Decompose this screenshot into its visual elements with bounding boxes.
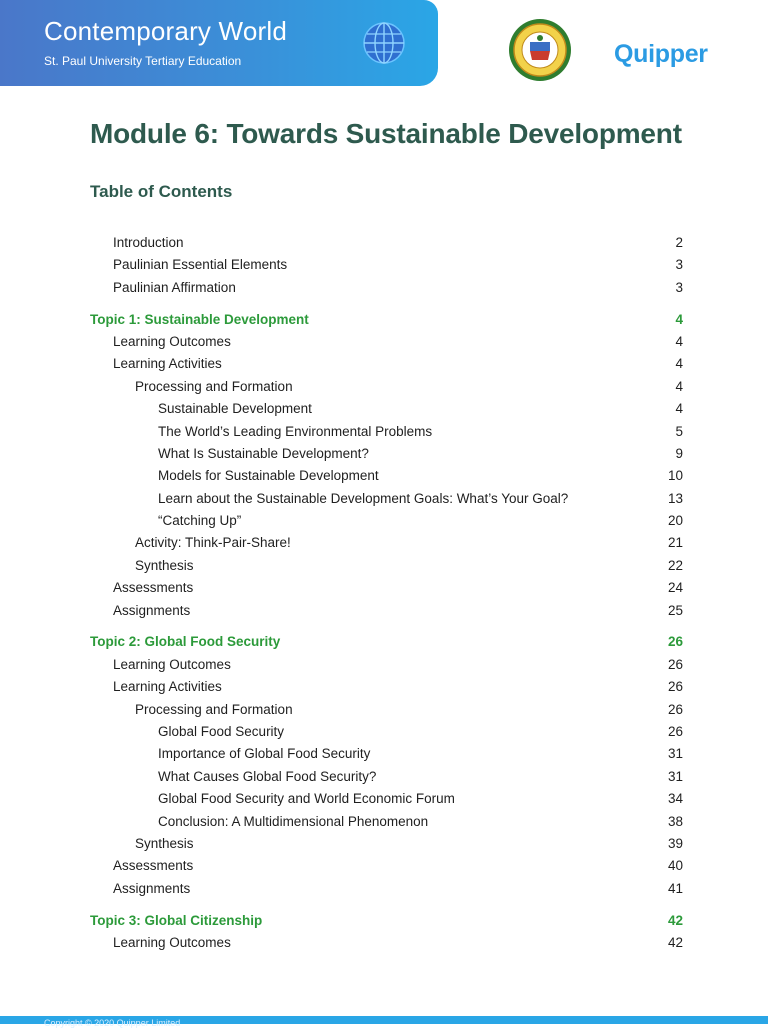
- toc-page-number: 25: [667, 602, 683, 618]
- toc-page-number: 4: [675, 333, 683, 349]
- toc-topic-row[interactable]: [0, 309, 768, 331]
- footer-copyright: Copyright © 2020 Quipper Limited: [44, 1018, 181, 1028]
- toc-row[interactable]: [0, 878, 768, 900]
- toc-entry-label: Paulinian Essential Elements: [113, 257, 288, 273]
- toc-page-number: 3: [675, 257, 683, 273]
- toc-topic-row[interactable]: [0, 910, 768, 932]
- toc-page-number: 24: [667, 580, 683, 596]
- toc-row[interactable]: [0, 331, 768, 353]
- toc-page-number: 26: [667, 656, 683, 672]
- toc-row[interactable]: [0, 600, 768, 622]
- toc-page-number: 26: [667, 679, 683, 695]
- toc-row[interactable]: [0, 465, 768, 487]
- toc-page-number: 13: [667, 490, 683, 506]
- toc-page-number: 20: [667, 513, 683, 529]
- toc-row[interactable]: [0, 277, 768, 299]
- toc-page-number: 26: [667, 634, 683, 650]
- toc-page-number: 39: [667, 835, 683, 851]
- toc-row[interactable]: [0, 811, 768, 833]
- toc-page-number: 42: [667, 934, 683, 950]
- toc-page-number: 31: [667, 768, 683, 784]
- toc-row[interactable]: [0, 788, 768, 810]
- toc-page-number: 34: [667, 791, 683, 807]
- toc-topic-row[interactable]: [0, 631, 768, 653]
- table-of-contents: [0, 232, 768, 954]
- course-subtitle: St. Paul University Tertiary Education: [44, 54, 242, 68]
- toc-entry-label: Importance of Global Food Security: [158, 746, 371, 762]
- toc-entry-label: Topic 1: Sustainable Development: [90, 311, 309, 327]
- header-banner: [0, 0, 438, 86]
- module-title: Module 6: Towards Sustainable Development: [90, 118, 682, 149]
- toc-entry-label: Activity: Think-Pair-Share!: [135, 535, 291, 551]
- toc-page-number: 40: [667, 858, 683, 874]
- toc-page-number: 2: [675, 235, 683, 250]
- toc-entry-label: Learning Outcomes: [113, 934, 231, 950]
- toc-page-number: 41: [667, 880, 683, 896]
- toc-entry-label: “Catching Up”: [158, 513, 242, 529]
- toc-row[interactable]: [0, 699, 768, 721]
- toc-entry-label: Global Food Security: [158, 723, 285, 739]
- toc-page-number: 4: [675, 311, 683, 327]
- toc-entry-label: Sustainable Development: [158, 401, 312, 417]
- toc-entry-label: Conclusion: A Multidimensional Phenomenon: [158, 813, 429, 829]
- university-seal-icon: [508, 18, 572, 82]
- toc-page-number: 31: [667, 746, 683, 762]
- toc-row[interactable]: [0, 376, 768, 398]
- toc-entry-label: Learning Outcomes: [113, 333, 231, 349]
- toc-page-number: 21: [667, 535, 683, 551]
- toc-page-number: 3: [675, 279, 683, 295]
- toc-page-number: 26: [667, 701, 683, 717]
- toc-entry-label: Global Food Security and World Economic Forum: [158, 791, 455, 807]
- toc-entry-label: Learning Activities: [113, 679, 222, 695]
- toc-entry-label: Learning Outcomes: [113, 656, 231, 672]
- toc-page-number: 38: [667, 813, 683, 829]
- brand-logo: Quipper: [614, 40, 708, 68]
- toc-entry-label: Synthesis: [135, 557, 194, 573]
- toc-entry-label: Synthesis: [135, 835, 194, 851]
- toc-page-number: 5: [675, 423, 683, 439]
- toc-row[interactable]: [0, 232, 768, 254]
- toc-entry-label: Learning Activities: [113, 356, 222, 372]
- toc-page-number: 4: [675, 356, 683, 372]
- toc-entry-label: The World’s Leading Environmental Problems: [158, 423, 433, 439]
- toc-entry-label: What Causes Global Food Security?: [158, 768, 377, 784]
- toc-page-number: 22: [667, 557, 683, 573]
- toc-entry-label: Processing and Formation: [135, 701, 293, 717]
- toc-entry-label: Topic 2: Global Food Security: [90, 634, 281, 650]
- toc-entry-label: Learn about the Sustainable Development Goals: What’s Your Goal?: [158, 490, 569, 506]
- toc-row[interactable]: [0, 443, 768, 465]
- toc-entry-label: Models for Sustainable Development: [158, 468, 379, 484]
- toc-row[interactable]: [0, 577, 768, 599]
- toc-page-number: 26: [667, 723, 683, 739]
- toc-row[interactable]: [0, 510, 768, 532]
- toc-row[interactable]: [0, 721, 768, 743]
- toc-row[interactable]: [0, 676, 768, 698]
- toc-page-number: 9: [675, 445, 683, 461]
- toc-row[interactable]: [0, 743, 768, 765]
- toc-heading: Table of Contents: [90, 182, 233, 201]
- globe-icon: [362, 21, 406, 65]
- toc-row[interactable]: [0, 488, 768, 510]
- toc-entry-label: Assignments: [113, 880, 191, 896]
- toc-entry-label: Assessments: [113, 858, 194, 874]
- toc-row[interactable]: [0, 766, 768, 788]
- toc-row[interactable]: [0, 421, 768, 443]
- toc-row[interactable]: [0, 254, 768, 276]
- toc-page-number: 4: [675, 401, 683, 417]
- toc-entry-label: Introduction: [113, 235, 184, 250]
- toc-row[interactable]: [0, 654, 768, 676]
- course-title: Contemporary World: [44, 16, 287, 46]
- toc-row[interactable]: [0, 398, 768, 420]
- toc-entry-label: Processing and Formation: [135, 378, 293, 394]
- toc-row[interactable]: [0, 532, 768, 554]
- toc-entry-label: What Is Sustainable Development?: [158, 445, 369, 461]
- toc-row[interactable]: [0, 855, 768, 877]
- toc-row[interactable]: [0, 932, 768, 954]
- toc-row[interactable]: [0, 555, 768, 577]
- toc-entry-label: Assessments: [113, 580, 194, 596]
- toc-page-number: 10: [667, 468, 683, 484]
- toc-row[interactable]: [0, 833, 768, 855]
- toc-entry-label: Topic 3: Global Citizenship: [90, 912, 263, 928]
- toc-entry-label: Paulinian Affirmation: [113, 279, 236, 295]
- toc-entry-label: Assignments: [113, 602, 191, 618]
- toc-page-number: 4: [675, 378, 683, 394]
- toc-page-number: 42: [667, 912, 683, 928]
- toc-row[interactable]: [0, 353, 768, 375]
